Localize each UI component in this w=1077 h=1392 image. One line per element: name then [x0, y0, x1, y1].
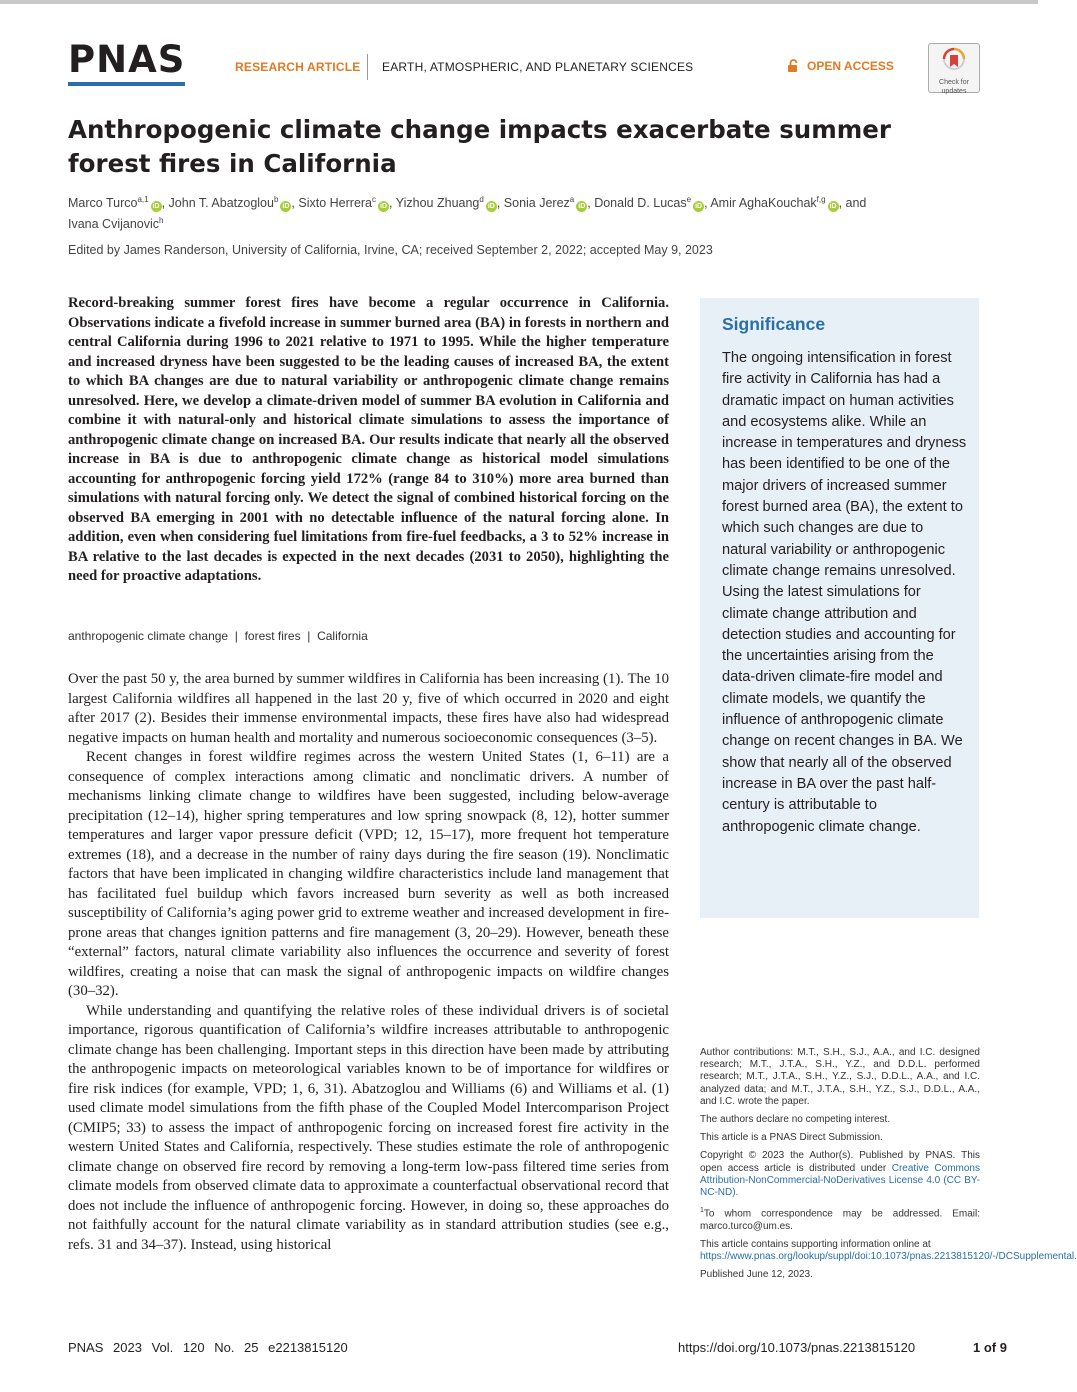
- affiliation-mark: h: [159, 216, 164, 226]
- license-link[interactable]: Creative Commons Attribution-NonCommercial-NoDerivatives License 4.0 (CC BY-NC-ND).: [700, 1162, 980, 1199]
- check-updates-line-1: Check for: [939, 79, 969, 86]
- affiliation-mark: a: [569, 195, 575, 204]
- orcid-icon[interactable]: iD: [487, 203, 495, 211]
- author[interactable]: Sixto Herrera: [298, 196, 373, 211]
- orcid-icon[interactable]: iD: [282, 203, 290, 211]
- orcid-icon[interactable]: iD: [695, 203, 703, 211]
- footer-volume: Vol. 120: [151, 1340, 205, 1355]
- copyright-text: Copyright © 2023 the Author(s). Published by PNAS. This open access article is distributed under: [700, 1150, 980, 1174]
- check-updates-icon: [942, 47, 966, 73]
- significance-box: [700, 298, 979, 918]
- check-updates-line-2: updates: [941, 88, 967, 95]
- correspondence-text: To whom correspondence may be addressed. Email: marco.turco@um.es.: [700, 1208, 980, 1232]
- keyword[interactable]: California: [317, 629, 368, 643]
- published-date: Published June 12, 2023.: [700, 1269, 813, 1281]
- author[interactable]: Amir AghaKouchak: [710, 196, 817, 211]
- field-label: EARTH, ATMOSPHERIC, AND PLANETARY SCIENCES: [382, 60, 694, 74]
- author[interactable]: John T. Abatzoglou: [168, 196, 274, 211]
- footer-article-id: e2213815120: [268, 1340, 348, 1355]
- author[interactable]: Donald D. Lucas: [594, 196, 687, 211]
- author[interactable]: Ivana Cvijanovic: [68, 217, 160, 232]
- footer-year: 2023: [113, 1340, 142, 1355]
- orcid-icon[interactable]: iD: [380, 203, 388, 211]
- abstract: Record-breaking summer forest fires have become a regular occurrence in California. Observations indicate a fivefold increase in summer burned area (BA) in forests in northern and central California during 1996 to 2021 relative to 1971 to 1995. While the higher temperature and increased dryness have been suggested to be the leading causes of increased BA, the extent to which BA changes are due to natural variability or anthropogenic climate change remains unresolved. Here, we develop a climate-driven model of summer BA evolution in California and combine it with natural-only and historical climate simulations to assess the importance of anthropogenic climate change on increased BA. Our results indicate that nearly all the observed increase in BA is due to anthropogenic climate change as historical model simulations accounting for anthropogenic forcing yield 172% (range 84 to 310%) more area burned than simulations with natural forcing only. We detect the signal of combined historical forcing on the observed BA emerging in 2001 with no detectable influence of the natural forcing alone. In addition, even when considering fuel limitations from fire-fuel feedbacks, a 3 to 52% increase in BA relative to the last decades is expected in the next decades (2031 to 2050), highlighting the need for proactive adaptations.: [68, 295, 669, 584]
- article-title: Anthropogenic climate change impacts exacerbate summer forest fires in California: [68, 115, 891, 178]
- affiliation-mark: c: [372, 195, 377, 204]
- orcid-icon[interactable]: iD: [829, 203, 837, 211]
- logo-underline: [68, 82, 185, 86]
- author[interactable]: Yizhou Zhuang: [395, 196, 480, 211]
- footer-citation: [68, 1340, 348, 1355]
- affiliation-mark: f,g: [816, 195, 826, 204]
- open-access-badge[interactable]: [787, 59, 894, 73]
- keyword[interactable]: anthropogenic climate change: [68, 629, 229, 643]
- supporting-info-note: [700, 1238, 1077, 1263]
- authors-and: and: [845, 196, 867, 211]
- footer-journal: PNAS: [68, 1340, 104, 1355]
- author-list: Marco Turco$^{a,1}$iD , John T. Abatzoglou$^b$iD , Sixto Herrera$^c$iD , Yizhou Zhuang$^d$iD , Sonia Jerez$^a$iD , Donald D. Lucas$^e$iD , Amir AghaKouchak$^{f,g}$iD , and Ivana Cvijanovic$^h$: [68, 195, 867, 232]
- orcid-icon[interactable]: iD: [578, 203, 586, 211]
- author-contributions: Author contributions: M.T., S.H., S.J., A.A., and I.C. designed research; M.T., J.T.A., S.H., Y.Z., and D.D.L. performed research; M.T., J.T.A., S.H., Y.Z., S.J., D.D.L., A.A., and I.C. analyzed data; and M.T., J.T.A., S.H., Y.Z., S.J., D.D.L., A.A., and I.C. wrote the paper.: [700, 1047, 980, 1107]
- copyright-note: [700, 1150, 980, 1199]
- body-paragraph: Recent changes in forest wildfire regimes across the western United States (1, 6–11) are a consequence of complex interactions among climatic and nonclimatic drivers. A number of mechanisms linking climate change to wildfires have been suggested, including below-average precipitation (12–14), higher spring temperatures and low spring snowpack (8, 12), hotter summer temperatures and larger vapor pressure deficit (VPD; 12, 15–17), more frequent hot temperature extremes (18), and a decrease in the number of rainy days during the fire season (19). Nonclimatic factors that have been implicated in changing wildfire characteristics include land management that has facilitated fuel buildup which favors increased burn severity as well as both increased susceptibility of California’s aging power grid to extreme weather and increased development in fire-prone areas that changes ignition patterns and fire management (3, 20–29). However, beneath these “external” factors, natural climate variability also influences the occurrence and severity of forest wildfires, creating a noise that can mask the signal of anthropogenic impacts on wildfire changes (30–32).: [68, 749, 669, 999]
- competing-interest: The authors declare no competing interest.: [700, 1114, 891, 1126]
- correspondence-note: [700, 1205, 980, 1233]
- header-divider: [367, 54, 368, 80]
- author[interactable]: Marco Turco: [68, 196, 138, 211]
- body-paragraph: Over the past 50 y, the area burned by summer wildfires in California has been increasing (1). The 10 largest California wildfires all happened in the last 20 y, five of which occurred in 2020 and eight after 2017 (2). Besides their immense environmental impacts, these fires have also had widespread negative impacts on human health and mortality and numerous socioeconomic consequences (3–5).: [68, 671, 669, 746]
- keyword[interactable]: forest fires: [244, 629, 301, 643]
- direct-submission: This article is a PNAS Direct Submission.: [700, 1132, 883, 1144]
- significance-text: The ongoing intensification in forest fire activity in California has had a dramatic impact on human activities and ecosystems alike. While an increase in temperatures and dryness has been identified to be one of the major drivers of increased summer forest burned area (BA), the extent to which such changes are due to natural variability or anthropogenic climate change remains unresolved. Using the latest simulations for climate change attribution and detection studies and accounting for the uncertainties arising from the data-driven climate-fire model and climate models, we quantify the influence of anthropogenic climate change on recent changes in BA. We show that nearly all of the observed increase in BA over the past half-century is attributable to anthropogenic climate change.: [722, 350, 967, 835]
- article-notes: [700, 1047, 1077, 1288]
- affiliation-mark: d: [479, 195, 484, 204]
- body-paragraph: While understanding and quantifying the relative roles of these individual drivers is of societal importance, rigorous quantification of California’s wildfire increases attributable to anthropogenic climate change has been challenging. Important steps in this direction have been made by attributing the anthropogenic impacts on meteorological variables known to be of importance for wildfires or fire risk indices (for example, VPD; 1, 6, 31). Abatzoglou and Williams (6) and Williams et al. (1) used climate model simulations from the fifth phase of the Coupled Model Intercomparison Project (CMIP5; 33) to assess the impact of anthropogenic forcing on increased forest fire activity in the western United States and California, respectively. These studies estimate the role of anthropogenic climate change on observed fire record by removing a long-term low-pass filtered time series from climate models from observed climate data to approximate a counterfactual observational record that does not include the influence of anthropogenic forcing. However, in doing so, these approaches do not faithfully account for the natural climate variability as in standard attribution studies (see e.g., refs. 31 and 34–37). Instead, using historical: [68, 1002, 669, 1253]
- edited-by-line: Edited by James Randerson, University of California, Irvine, CA; received September 2, 2022; accepted May 9, 2023: [68, 243, 713, 257]
- article-type-label: RESEARCH ARTICLE: [235, 60, 361, 74]
- supporting-info-link[interactable]: https://www.pnas.org/lookup/suppl/doi:10.1073/pnas.2213815120/-/DCSupplemental.: [700, 1251, 1077, 1263]
- supporting-text: This article contains supporting information online at: [700, 1238, 931, 1250]
- pnas-logo[interactable]: PNAS: [68, 38, 186, 81]
- affiliation-mark: b: [273, 195, 279, 204]
- check-for-updates-button[interactable]: [928, 43, 980, 93]
- open-access-label: OPEN ACCESS: [807, 59, 894, 73]
- keywords: [68, 629, 368, 643]
- keyword-separator: |: [234, 629, 238, 643]
- top-border: [0, 0, 1038, 4]
- correspondence-mark: 1: [700, 1207, 704, 1215]
- main-text: [68, 670, 669, 1255]
- footer-page-number: 1 of 9: [973, 1340, 1007, 1355]
- affiliation-mark: e: [686, 195, 692, 204]
- footer-doi-link[interactable]: https://doi.org/10.1073/pnas.2213815120: [678, 1340, 916, 1355]
- author[interactable]: Sonia Jerez: [503, 196, 570, 211]
- affiliation-mark: a,1: [137, 195, 149, 204]
- keyword-separator: |: [307, 629, 311, 643]
- footer-issue: No. 25: [214, 1340, 259, 1355]
- significance-title: Significance: [722, 314, 826, 334]
- open-lock-icon: [787, 59, 801, 73]
- orcid-icon[interactable]: iD: [152, 203, 160, 211]
